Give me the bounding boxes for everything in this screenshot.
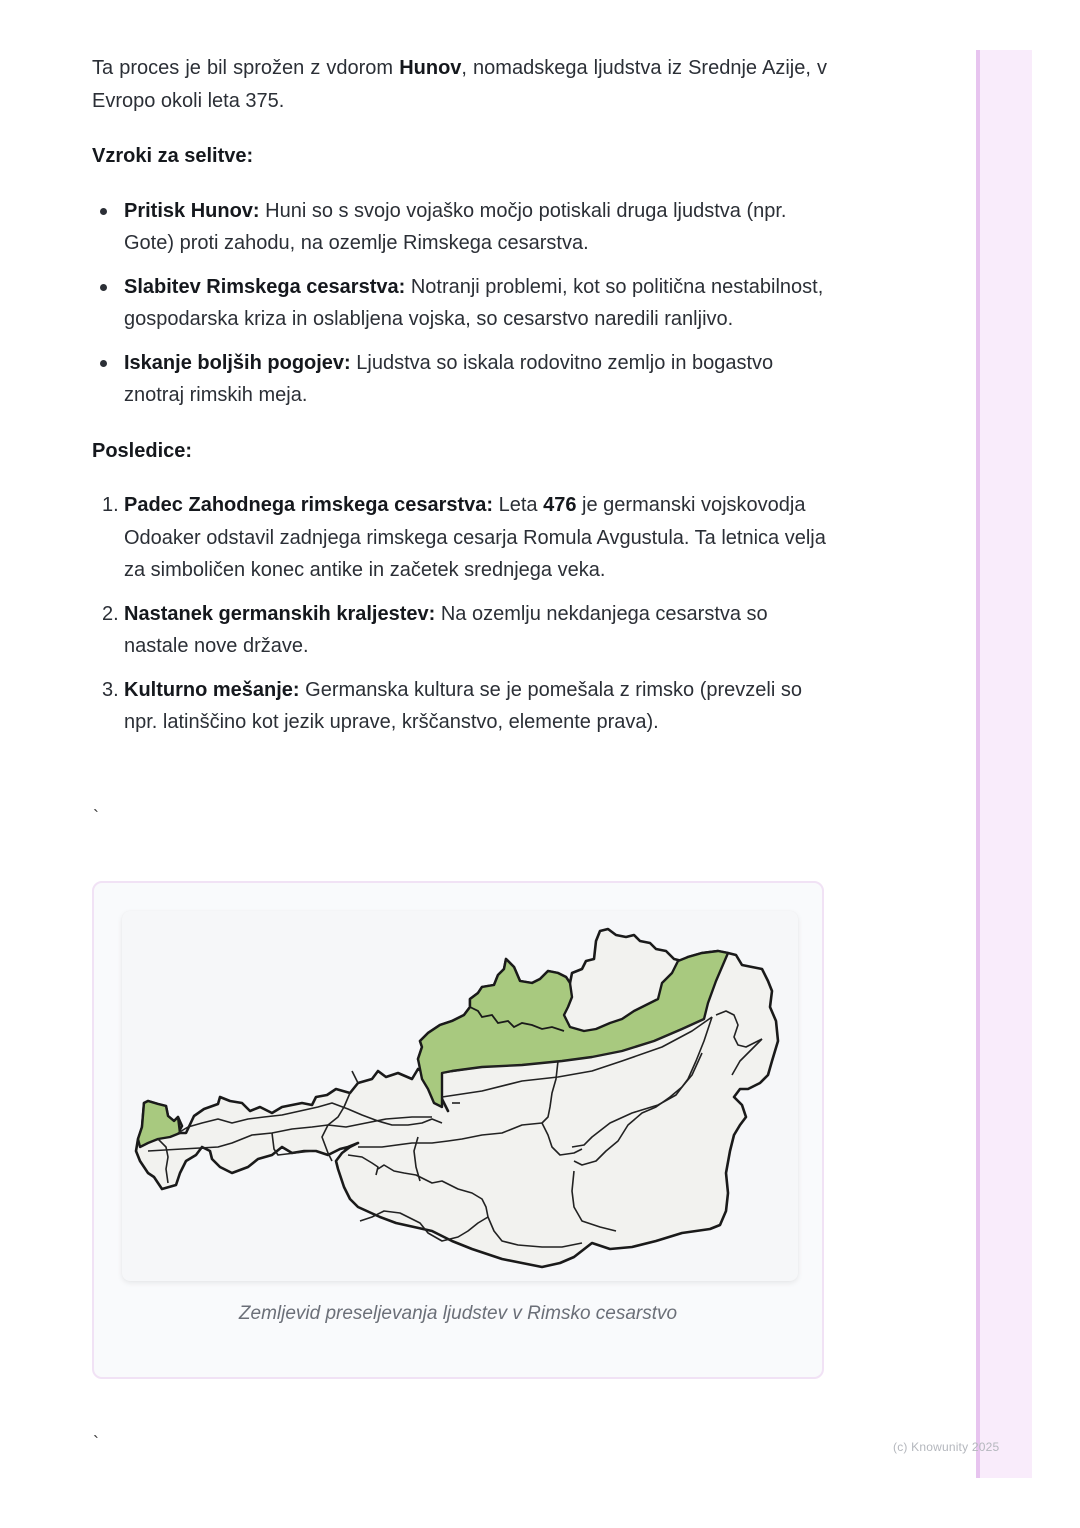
bold-huns: Hunov [399,57,462,79]
list-number: 2. [102,602,119,625]
page-side-margin [976,50,1032,1478]
bullet-icon [100,360,107,367]
document-body [92,52,827,750]
list-item: Pritisk Hunov: Huni so s svojo vojaško močjo potiskali druga ljudstva (npr. Gote) proti zahodu, na ozemlje Rimskega cesarstva. [124,195,827,260]
list-item: Iskanje boljših pogojev: Ljudstva so iskala rodovitno zemljo in bogastvo znotraj rimskih meja. [124,347,827,412]
list-item: 2. Nastanek germanskih kraljestev: Na ozemlju nekdanjega cesarstva so nastale nove države. [124,598,827,663]
list-item: Slabitev Rimskega cesarstva: Notranji problemi, kot so politična nestabilnost, gospodarska kriza in oslabljena vojska, so cesarstvo naredili ranljivo. [124,271,827,336]
copyright-footer: (c) Knowunity 2025 [893,1440,1000,1454]
austria-map-icon [122,911,798,1281]
list-number: 1. [102,494,119,516]
bullet-icon [100,208,107,215]
causes-heading: Vzroki za selitve: [92,145,254,167]
map-image [122,911,798,1281]
stray-backtick: ` [93,1433,99,1453]
list-item: 1. Padec Zahodnega rimskega cesarstva: Leta 476 je germanski vojskovodja Odoaker odstavil zadnjega rimskega cesarja Romula Avgustula. Ta letnica velja za simboličen konec antike in začetek srednjega veka. [124,489,827,587]
figure-caption: Zemljevid preseljevanja ljudstev v Rimsko cesarstvo [238,1303,678,1324]
map-figure [92,881,824,1379]
list-number: 3. [102,678,119,701]
bullet-icon [100,284,107,291]
stray-backtick: ` [93,807,99,827]
effects-heading: Posledice: [92,439,193,462]
list-item: 3. Kulturno mešanje: Germanska kultura se je pomešala z rimsko (prevzeli so npr. latinščino kot jezik uprave, krščanstvo, elemente prava). [124,674,827,739]
intro-paragraph: Ta proces je bil sprožen z vdorom Hunov, nomadskega ljudstva iz Srednje Azije, v Evropo okoli leta 375. [92,57,827,112]
effects-list [92,489,827,739]
causes-list [92,195,827,412]
